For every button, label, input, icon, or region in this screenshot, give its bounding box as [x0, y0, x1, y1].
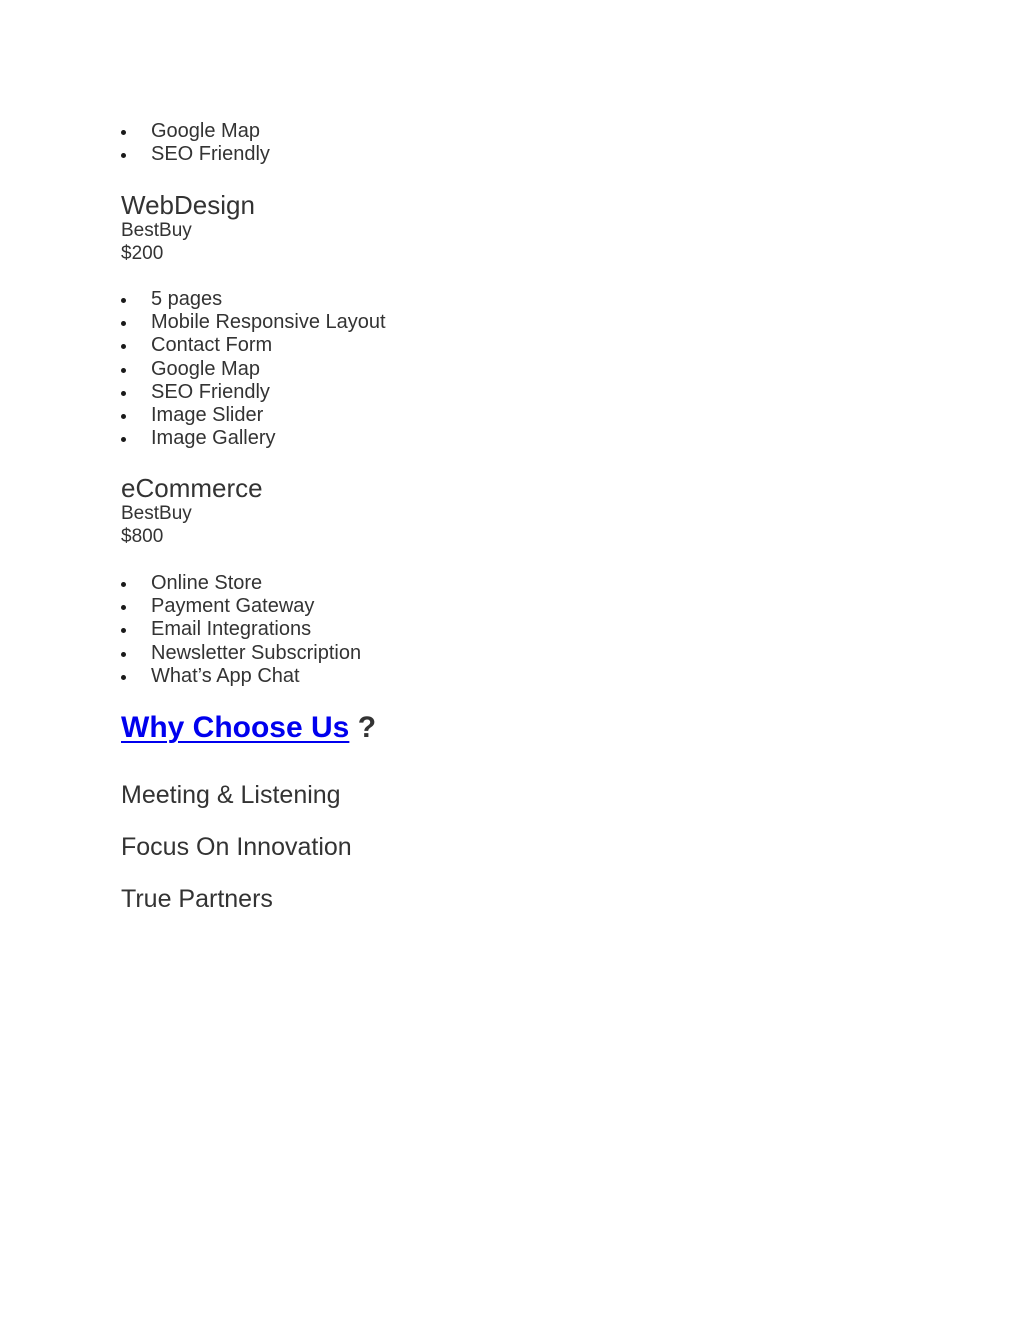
- bullet-icon: [121, 628, 126, 633]
- plan-ecommerce: [121, 474, 263, 548]
- list-item: Email Integrations: [121, 618, 361, 641]
- list-item: 5 pages: [121, 288, 386, 311]
- plan-price: $200: [121, 243, 164, 264]
- plan-subtitle: BestBuy: [121, 503, 192, 524]
- reason-heading: Focus On Innovation: [121, 833, 352, 861]
- list-item: SEO Friendly: [121, 143, 270, 166]
- list-item: Google Map: [121, 358, 386, 381]
- bullet-icon: [121, 414, 126, 419]
- list-item: Image Slider: [121, 404, 386, 427]
- list-item: Mobile Responsive Layout: [121, 311, 386, 334]
- reason-heading: Meeting & Listening: [121, 781, 341, 809]
- list-item: Contact Form: [121, 334, 386, 357]
- list-item: Newsletter Subscription: [121, 642, 361, 665]
- bullet-icon: [121, 437, 126, 442]
- bullet-icon: [121, 368, 126, 373]
- why-choose-us-heading: [121, 708, 376, 748]
- bullet-icon: [121, 582, 126, 587]
- webdesign-feature-list: [121, 288, 386, 450]
- why-choose-us-link[interactable]: Why Choose Us: [121, 711, 350, 744]
- plan-price: $800: [121, 526, 164, 547]
- bullet-icon: [121, 605, 126, 610]
- list-item: Payment Gateway: [121, 595, 361, 618]
- plan-webdesign: [121, 191, 255, 265]
- bullet-icon: [121, 391, 126, 396]
- ecommerce-feature-list: [121, 572, 361, 688]
- top-feature-list: [121, 120, 270, 166]
- bullet-icon: [121, 298, 126, 303]
- bullet-icon: [121, 344, 126, 349]
- list-item: Image Gallery: [121, 427, 386, 450]
- list-item: SEO Friendly: [121, 381, 386, 404]
- list-item: Google Map: [121, 120, 270, 143]
- plan-subtitle: BestBuy: [121, 220, 192, 241]
- list-item: Online Store: [121, 572, 361, 595]
- bullet-icon: [121, 153, 126, 158]
- bullet-icon: [121, 652, 126, 657]
- bullet-icon: [121, 675, 126, 680]
- plan-title: eCommerce: [121, 473, 263, 503]
- reason-heading: True Partners: [121, 885, 273, 913]
- heading-question-mark: ?: [349, 711, 377, 744]
- bullet-icon: [121, 321, 126, 326]
- bullet-icon: [121, 130, 126, 135]
- plan-title: WebDesign: [121, 190, 255, 220]
- list-item: What’s App Chat: [121, 665, 361, 688]
